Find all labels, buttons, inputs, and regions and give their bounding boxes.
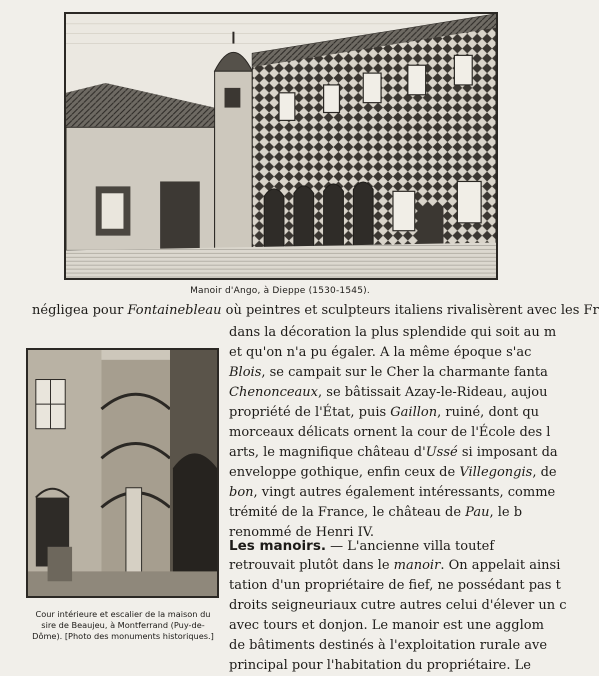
body-line: tation d'un propriétaire de fief, ne possédant pas t [229, 578, 561, 593]
body-line: arts, le magnifique château d'Ussé si imposant da [229, 445, 558, 460]
lead-text-1: négligea pour [32, 303, 128, 318]
side-caption-line-2: sire de Beaujeu, à Montferrand (Puy-de- [41, 620, 205, 630]
body-paragraph [229, 323, 558, 543]
body-line: Chenonceaux, se bâtissait Azay-le-Rideau, aujou [229, 385, 548, 400]
body-line: droits seigneuriaux cutre autres celui d'élever un c [229, 598, 567, 613]
top-figure-caption: Manoir d'Ango, à Dieppe (1530-1545). [190, 286, 370, 296]
body-line: renommé de Henri IV. [229, 525, 375, 540]
body-line: Blois, se campait sur le Cher la charmante fanta [229, 365, 548, 380]
side-figure-caption [22, 609, 224, 642]
lead-sentence [32, 303, 599, 318]
section-heading-line [229, 536, 519, 556]
section-heading: Les manoirs. [229, 538, 327, 554]
body-line: retrouvait plutôt dans le manoir. On appelait ainsi [229, 558, 561, 573]
body-line: bon, vingt autres également intéressants, comme [229, 485, 556, 500]
lead-italic-1: Fontainebleau [127, 303, 222, 318]
body-line: enveloppe gothique, enfin ceux de Villegongis, de [229, 465, 557, 480]
manoir-ango-illustration [64, 12, 498, 280]
body-line: avec tours et donjon. Le manoir est une agglom [229, 618, 544, 633]
body-line: principal pour l'habitation du propriétaire. Le [229, 658, 531, 673]
body-line: morceaux délicats ornent la cour de l'École des l [229, 425, 551, 440]
lead-text-2: où peintres et sculpteurs italiens rivalisèrent avec les Fr [221, 303, 599, 318]
body-line: et qu'on n'a pu égaler. A la même époque s'ac [229, 345, 532, 360]
montferrand-photo-image [28, 350, 217, 596]
montferrand-courtyard-photo [26, 348, 219, 598]
body-line: de bâtiments destinés à l'exploitation rurale ave [229, 638, 548, 653]
manoirs-section [229, 536, 567, 676]
body-line: trémité de la France, le château de Pau, le b [229, 505, 523, 520]
side-caption-line-1: Cour intérieure et escalier de la maison du [35, 609, 211, 619]
body-line: dans la décoration la plus splendide qui soit au m [229, 325, 557, 340]
section-heading-rest: — L'ancienne villa toutef [326, 539, 495, 554]
manoir-ango-engraving [66, 14, 496, 278]
body-line: propriété de l'État, puis Gaillon, ruiné, dont qu [229, 405, 540, 420]
side-caption-line-3: Dôme). [Photo des monuments historiques.] [32, 631, 214, 641]
